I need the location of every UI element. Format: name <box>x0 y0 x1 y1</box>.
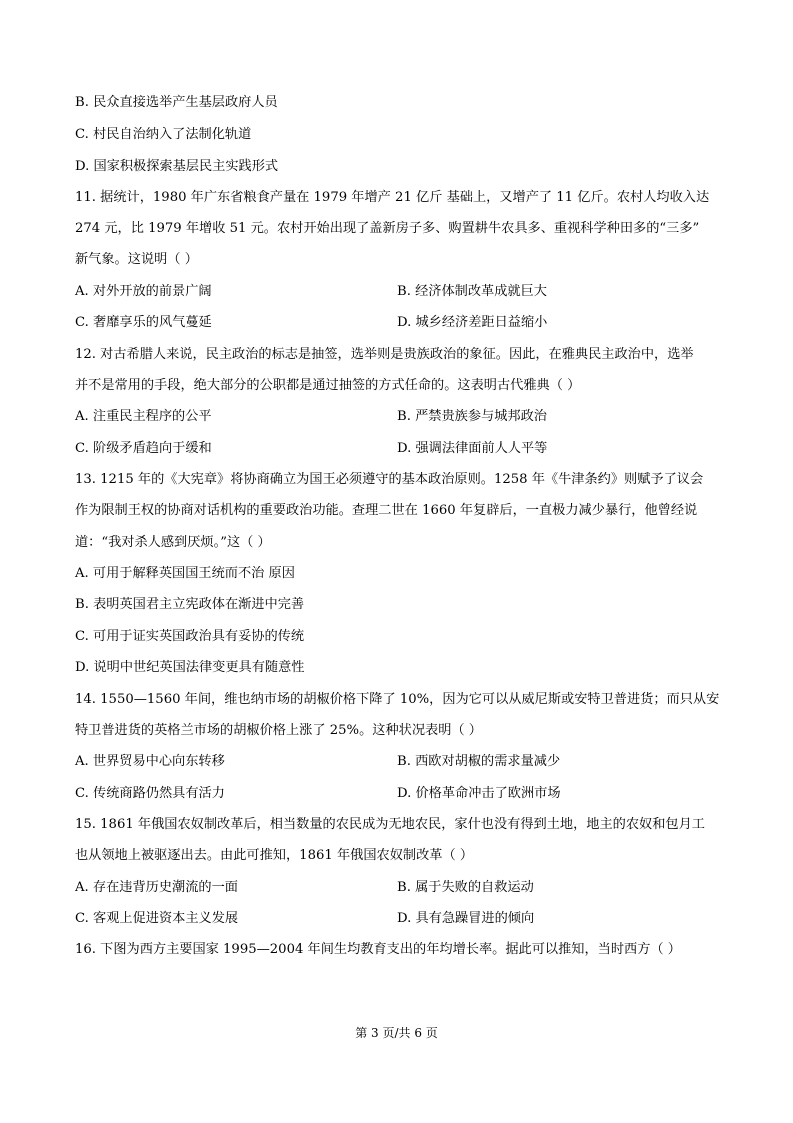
q13-option-b: B. 表明英国君主立宪政体在渐进中完善 <box>75 597 305 612</box>
q15-option-c: C. 客观上促进资本主义发展 <box>75 911 239 926</box>
q13-stem-line3: 道：“我对杀人感到厌烦。”这（ ） <box>75 535 271 550</box>
q10-option-c: C. 村民自治纳入了法制化轨道 <box>75 127 252 142</box>
q11-stem-line1: 11. 据统计，1980 年广东省粮食产量在 1979 年增产 21 亿斤 基础上，又增产了 11 亿斤。农村人均收入达 <box>75 190 710 205</box>
page-number-footer: 第 3 页/共 6 页 <box>355 1026 438 1040</box>
q12-stem-line1: 12. 对古希腊人来说，民主政治的标志是抽签，选举则是贵族政治的象征。因此，在雅典民主政治中，选举 <box>75 347 694 362</box>
q11-option-a: A. 对外开放的前景广阔 <box>75 284 212 299</box>
q14-stem-line2: 特卫普进货的英格兰市场的胡椒价格上涨了 25%。这种状况表明（ ） <box>75 723 482 738</box>
q12-stem-line2: 并不是常用的手段，绝大部分的公职都是通过抽签的方式任命的。这表明古代雅典（ ） <box>75 378 581 393</box>
q12-option-a: A. 注重民主程序的公平 <box>75 409 212 424</box>
q12-option-c: C. 阶级矛盾趋向于缓和 <box>75 441 212 456</box>
q16-stem-line1: 16. 下图为西方主要国家 1995—2004 年间生均教育支出的年均增长率。据此可以推知，当时西方（ ） <box>75 942 681 957</box>
q11-option-c: C. 奢靡享乐的风气蔓延 <box>75 315 212 330</box>
q11-option-d: D. 城乡经济差距日益缩小 <box>397 315 548 330</box>
q15-stem-line2: 也从领地上被驱逐出去。由此可推知，1861 年俄国农奴制改革（ ） <box>75 848 474 863</box>
q15-option-b: B. 属于失败的自救运动 <box>397 880 534 895</box>
q14-stem-line1: 14. 1550—1560 年间，维也纳市场的胡椒价格下降了 10%，因为它可以从威尼斯或安特卫普进货；而只从安 <box>75 692 720 707</box>
q13-stem-line1: 13. 1215 年的《大宪章》将协商确立为国王必须遵守的基本政治原则。1258 年《牛津条约》则赋予了议会 <box>75 472 704 487</box>
q10-option-d: D. 国家积极探索基层民主实践形式 <box>75 159 279 174</box>
q14-option-a: A. 世界贸易中心向东转移 <box>75 754 225 769</box>
q14-option-d: D. 价格革命冲击了欧洲市场 <box>397 786 561 801</box>
q11-stem-line3: 新气象。这说明（ ） <box>75 252 198 267</box>
q13-option-d: D. 说明中世纪英国法律变更具有随意性 <box>75 660 305 675</box>
q15-option-a: A. 存在违背历史潮流的一面 <box>75 880 238 895</box>
q11-stem-line2: 274 元，比 1979 年增收 51 元。农村开始出现了盖新房子多、购置耕牛农具多、重视科学种田多的“三多” <box>75 221 700 236</box>
q11-option-b: B. 经济体制改革成就巨大 <box>397 284 547 299</box>
q14-option-c: C. 传统商路仍然具有活力 <box>75 786 225 801</box>
q13-stem-line2: 作为限制王权的协商对话机构的重要政治功能。查理二世在 1660 年复辟后，一直极力减少暴行，他曾经说 <box>75 503 698 518</box>
q14-option-b: B. 西欧对胡椒的需求量减少 <box>397 754 561 769</box>
q12-option-b: B. 严禁贵族参与城邦政治 <box>397 409 547 424</box>
q12-option-d: D. 强调法律面前人人平等 <box>397 441 548 456</box>
q15-stem-line1: 15. 1861 年俄国农奴制改革后，相当数量的农民成为无地农民，家什也没有得到土地，地主的农奴和包月工 <box>75 817 705 832</box>
q15-option-d: D. 具有急躁冒进的倾向 <box>397 911 535 926</box>
q10-option-b: B. 民众直接选举产生基层政府人员 <box>75 95 278 110</box>
q13-option-a: A. 可用于解释英国国王统而不治 原因 <box>75 566 295 581</box>
q13-option-c: C. 可用于证实英国政治具有妥协的传统 <box>75 629 305 644</box>
